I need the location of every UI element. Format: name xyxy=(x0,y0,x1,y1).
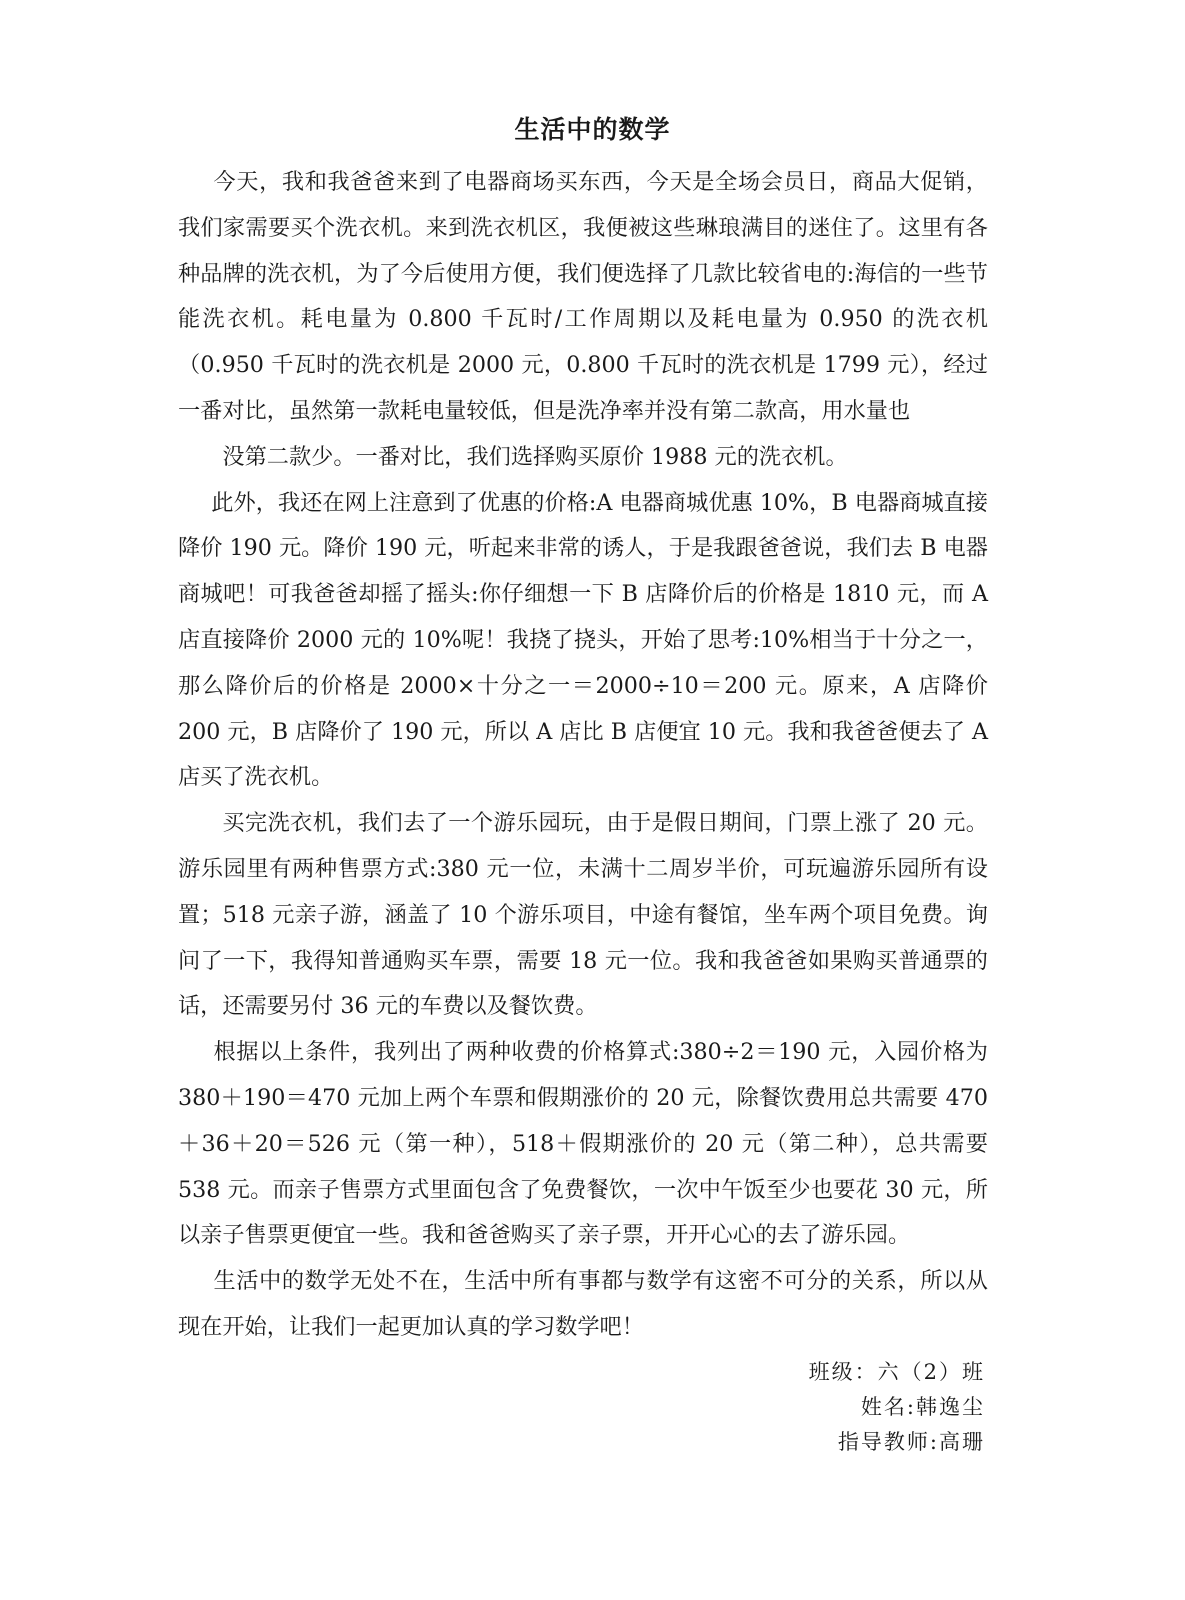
paragraph-5: 根据以上条件，我列出了两种收费的价格算式:380÷2＝190 元，入园价格为 380＋190＝470 元加上两个车票和假期涨价的 20 元，除餐饮费用总共需要 470＋36＋20＝526 元（第一种），518＋假期涨价的 20 元（第二种），总共需要 538 元。而亲子售票方式里面包含了免费餐饮，一次中午饭至少也要花 30 元，所以亲子售票更便宜一些。我和爸爸购买了亲子票，开开心心的去了游乐园。 xyxy=(178,1039,988,1249)
signature-block xyxy=(809,1355,985,1460)
student-name: 姓名:韩逸尘 xyxy=(860,1395,985,1419)
paragraph-2: 没第二款少。一番对比，我们选择购买原价 1988 元的洗衣机。 xyxy=(222,443,848,470)
document-title: 生活中的数学 xyxy=(514,115,671,144)
teacher-name: 指导教师:高珊 xyxy=(837,1430,985,1454)
paragraph-6: 生活中的数学无处不在，生活中所有事都与数学有这密不可分的关系，所以从现在开始，让我们一起更加认真的学习数学吧！ xyxy=(178,1268,988,1340)
paragraph-3: 此外，我还在网上注意到了优惠的价格:A 电器商城优惠 10%，B 电器商城直接降价 190 元。降价 190 元，听起来非常的诱人，于是我跟爸爸说，我们去 B 电器商城吧！可我爸爸却摇了摇头:你仔细想一下 B 店降价后的价格是 1810 元，而 A 店直接降价 2000 元的 10%呢！我挠了挠头，开始了思考:10%相当于十分之一，那么降价后的价格是 2000×十分之一＝2000÷10＝200 元。原来，A 店降价 200 元，B 店降价了 190 元，所以 A 店比 B 店便宜 10 元。我和我爸爸便去了 A 店买了洗衣机。 xyxy=(178,489,988,791)
document-body xyxy=(178,160,988,1351)
class-label: 班级：六（2）班 xyxy=(808,1360,985,1384)
paragraph-4: 买完洗衣机，我们去了一个游乐园玩，由于是假日期间，门票上涨了 20 元。游乐园里有两种售票方式:380 元一位，未满十二周岁半价，可玩遍游乐园所有设置；518 元亲子游，涵盖了 10 个游乐项目，中途有餐馆，坐车两个项目免费。询问了一下，我得知普通购买车票，需要 18 元一位。我和我爸爸如果购买普通票的话，还需要另付 36 元的车费以及餐饮费。 xyxy=(178,810,988,1020)
paragraph-1: 今天，我和我爸爸来到了电器商场买东西，今天是全场会员日，商品大促销，我们家需要买个洗衣机。来到洗衣机区，我便被这些琳琅满目的迷住了。这里有各种品牌的洗衣机，为了今后使用方便，我们便选择了几款比较省电的:海信的一些节能洗衣机。耗电量为 0.800 千瓦时/工作周期以及耗电量为 0.950 的洗衣机（0.950 千瓦时的洗衣机是 2000 元，0.800 千瓦时的洗衣机是 1799 元），经过一番对比，虽然第一款耗电量较低，但是洗净率并没有第二款高，用水量也 xyxy=(178,169,988,424)
